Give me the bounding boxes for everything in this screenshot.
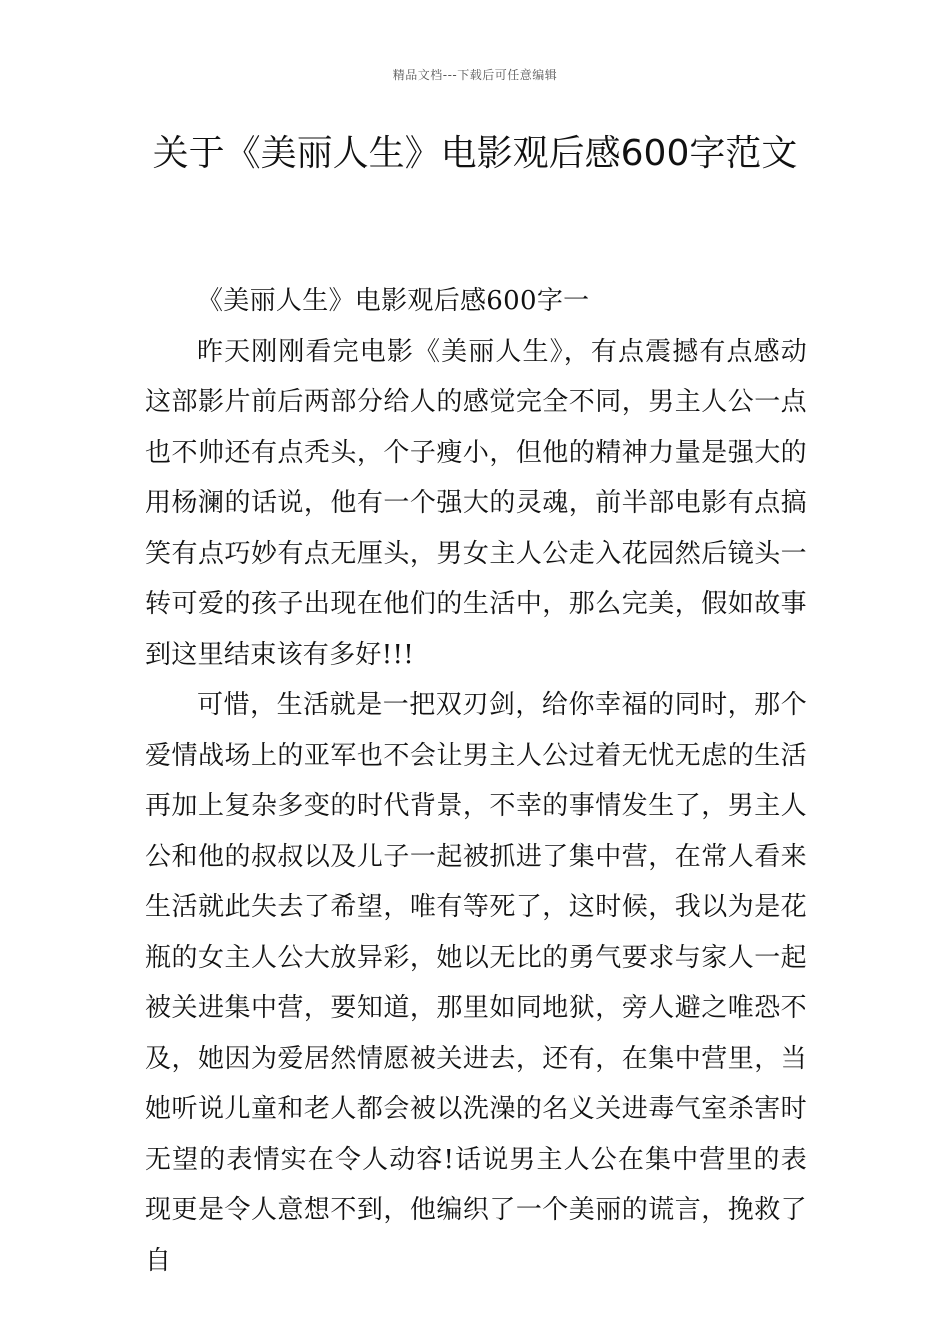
paragraph-1: 昨天刚刚看完电影《美丽人生》，有点震撼有点感动这部影片前后两部分给人的感觉完全不同，男主人公一点也不帅还有点秃头，个子瘦小，但他的精神力量是强大的用杨澜的话说，他有一个强大的灵魂，前半部电影有点搞笑有点巧妙有点无厘头，男女主人公走入花园然后镜头一转可爱的孩子出现在他们的生活中，那么完美，假如故事到这里结束该有多好!!! xyxy=(145,336,807,670)
document-title: 关于《美丽人生》电影观后感600字范文 xyxy=(152,133,798,174)
document-body xyxy=(145,276,807,1286)
header-note: 精品文档---下载后可任意编辑 xyxy=(392,68,558,82)
document-subtitle: 《美丽人生》电影观后感600字一 xyxy=(197,286,590,316)
paragraph-2: 可惜，生活就是一把双刃剑，给你幸福的同时，那个爱情战场上的亚军也不会让男主人公过着无忧无虑的生活再加上复杂多变的时代背景，不幸的事情发生了，男主人公和他的叔叔以及儿子一起被抓进了集中营，在常人看来生活就此失去了希望，唯有等死了，这时候，我以为是花瓶的女主人公大放异彩，她以无比的勇气要求与家人一起被关进集中营，要知道，那里如同地狱，旁人避之唯恐不及，她因为爱居然情愿被关进去，还有，在集中营里，当她听说儿童和老人都会被以洗澡的名义关进毒气室杀害时无望的表情实在令人动容!话说男主人公在集中营里的表现更是令人意想不到，他编织了一个美丽的谎言，挽救了自 xyxy=(145,690,807,1276)
